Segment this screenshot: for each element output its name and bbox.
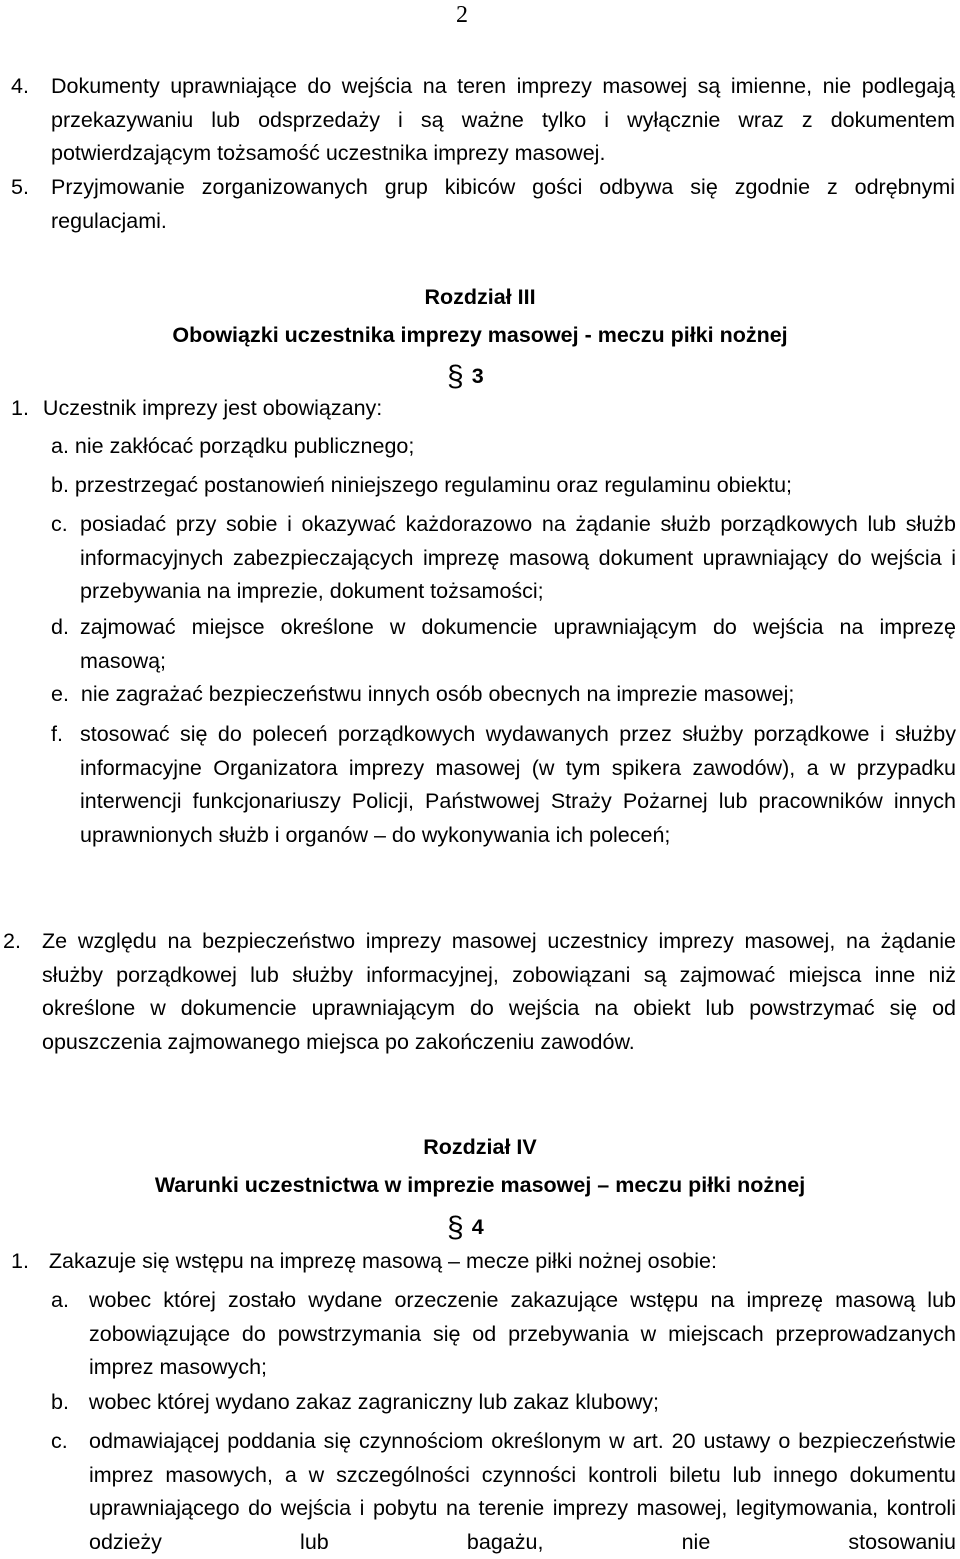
item-number: 1.	[11, 396, 29, 420]
paragraph-marker	[447, 1211, 484, 1245]
item-text: Dokumenty uprawniające do wejścia na teren imprezy masowej są imienne, nie podlegają przekazywaniu lub odsprzedaży i są ważne tylko i wyłącznie wraz z dokumentem potwierdzającym tożsamość uczestnika imprezy masowej.	[51, 74, 955, 165]
chapter-subtitle: Obowiązki uczestnika imprezy masowej - meczu piłki nożnej	[172, 323, 788, 347]
list-item	[3, 925, 956, 1059]
sub-item-text: nie zagrażać bezpieczeństwu innych osób obecnych na imprezie masowej;	[80, 682, 795, 706]
sub-item	[51, 1390, 659, 1415]
sub-item-text: przestrzegać postanowień niniejszego regulaminu oraz regulaminu obiektu;	[74, 473, 793, 497]
item-number: 2.	[3, 929, 21, 953]
list-item	[11, 396, 382, 421]
section-sign-icon: §	[447, 1211, 464, 1244]
item-text: Ze względu na bezpieczeństwo imprezy masowej uczestnicy imprezy masowej, na żądanie służby porządkowej lub służby informacyjnej, zobowiązani są zajmować miejsca inne niż określone w dokumencie uprawniającym do wejścia na obiekt lub powstrzymać się od opuszczenia zajmowanego miejsca po zakończeniu zawodów.	[42, 929, 956, 1054]
chapter-heading: Rozdział III	[424, 285, 536, 309]
item-text: Uczestnik imprezy jest obowiązany:	[42, 396, 383, 420]
sub-item	[51, 473, 792, 498]
sub-item-text: odmawiającej poddania się czynnościom określonym w art. 20 ustawy o bezpieczeństwie imprez masowych, a w szczególności czynności kontroli biletu lub innego dokumentu uprawniającego do wejścia i pobytu na terenie imprezy masowej, legitymowania, kontroli odzieży lub bagażu, nie stosowaniu	[89, 1429, 956, 1554]
sub-item	[51, 611, 956, 678]
sub-item	[51, 1425, 956, 1559]
sub-item	[51, 434, 414, 459]
list-item	[11, 1249, 717, 1274]
list-item	[11, 171, 955, 238]
item-number: 5.	[11, 175, 29, 199]
sub-item-text: stosować się do poleceń porządkowych wydawanych przez służby porządkowe i służby informacyjne Organizatora imprezy masowej (w tym spikera zawodów), a w przypadku interwencji funkcjonariuszy Policji, Państwowej Straży Pożarnej lub pracowników innych uprawnionych służb i organów – do wykonywania ich poleceń;	[80, 722, 956, 847]
sub-item-letter: a.	[51, 1288, 69, 1312]
sub-item-text: wobec której wydano zakaz zagraniczny lub zakaz klubowy;	[88, 1390, 659, 1414]
sub-item-text: posiadać przy sobie i okazywać każdorazowo na żądanie służb porządkowych lub służb informacyjnych zabezpieczających imprezę masową dokument uprawniający do wejścia i przebywania na imprezie, dokument tożsamości;	[80, 512, 956, 603]
item-text: Przyjmowanie zorganizowanych grup kibiców gości odbywa się zgodnie z odrębnymi regulacjami.	[51, 175, 955, 233]
sub-item-text: zajmować miejsce określone w dokumencie uprawniającym do wejścia na imprezę masową;	[80, 615, 956, 673]
sub-item-letter: a.	[51, 434, 69, 458]
sub-item	[51, 718, 956, 852]
sub-item-text: nie zakłócać porządku publicznego;	[74, 434, 415, 458]
paragraph-marker	[447, 360, 484, 394]
paragraph-number: 3	[471, 364, 484, 388]
sub-item-letter: c.	[51, 512, 68, 536]
sub-item-letter: b.	[51, 1390, 69, 1414]
item-text: Zakazuje się wstępu na imprezę masową – mecze piłki nożnej osobie:	[48, 1249, 717, 1273]
list-item	[11, 70, 955, 171]
sub-item-letter: e.	[51, 682, 69, 706]
sub-item-text: wobec której zostało wydane orzeczenie zakazujące wstępu na imprezę masową lub zobowiązujące do powstrzymania się od przebywania w miejscach przeprowadzanych imprez masowych;	[89, 1288, 956, 1379]
sub-item-letter: c.	[51, 1429, 68, 1453]
sub-item	[51, 508, 956, 609]
sub-item	[51, 1284, 956, 1385]
section-sign-icon: §	[447, 360, 464, 393]
chapter-subtitle: Warunki uczestnictwa w imprezie masowej – meczu piłki nożnej	[154, 1173, 806, 1197]
chapter-heading: Rozdział IV	[423, 1135, 537, 1159]
sub-item-letter: d.	[51, 615, 69, 639]
item-number: 1.	[11, 1249, 29, 1273]
page-number: 2	[456, 2, 468, 28]
item-number: 4.	[11, 74, 29, 98]
sub-item	[51, 682, 794, 707]
paragraph-number: 4	[471, 1215, 484, 1239]
sub-item-letter: f.	[51, 722, 63, 746]
sub-item-letter: b.	[51, 473, 69, 497]
